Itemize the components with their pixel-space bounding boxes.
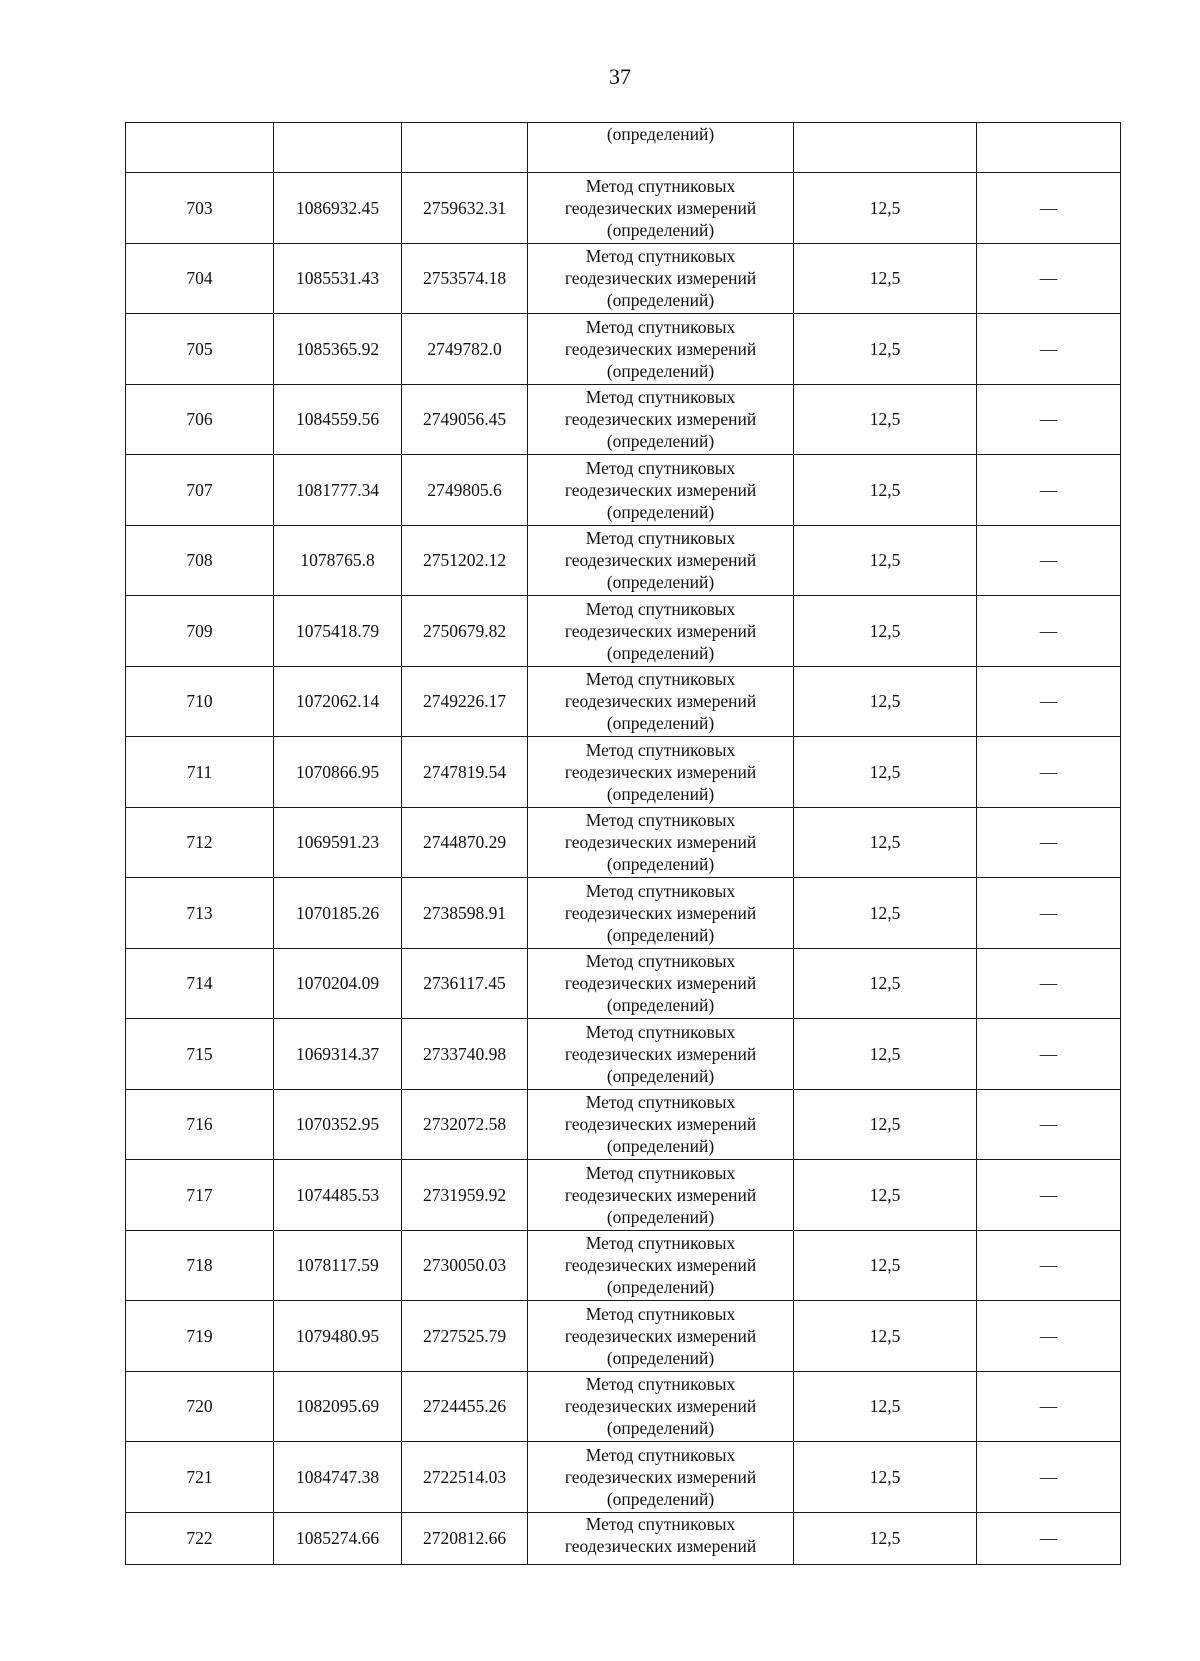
method-text-line: (определений) xyxy=(606,1206,715,1227)
table-row xyxy=(126,384,1121,455)
accuracy-cell: 12,5 xyxy=(794,173,977,244)
point-number-cell: 713 xyxy=(126,878,274,949)
method-text-line: геодезических измерений xyxy=(564,620,757,641)
method-cell xyxy=(528,596,794,667)
point-number-cell: 717 xyxy=(126,1160,274,1231)
method-text-line: геодезических измерений xyxy=(564,550,757,571)
method-text-line: геодезических измерений xyxy=(564,1114,757,1135)
y-coordinate-cell: 2749226.17 xyxy=(402,666,528,737)
y-coordinate-cell: 2724455.26 xyxy=(402,1371,528,1442)
method-text-line: Метод спутниковых xyxy=(585,1444,736,1465)
x-coordinate-cell: 1084559.56 xyxy=(274,384,402,455)
method-text-line: Метод спутниковых xyxy=(585,246,736,267)
point-number-cell: 718 xyxy=(126,1230,274,1301)
method-text-line: (определений) xyxy=(606,1277,715,1298)
point-number-cell: 705 xyxy=(126,314,274,385)
method-cell xyxy=(528,525,794,596)
method-text-line: (определений) xyxy=(606,360,715,381)
method-text-line: (определений) xyxy=(606,995,715,1016)
x-coordinate-cell: 1085365.92 xyxy=(274,314,402,385)
x-coordinate-cell xyxy=(274,123,402,173)
method-cell xyxy=(528,737,794,808)
method-text-line: геодезических измерений xyxy=(564,479,757,500)
accuracy-cell: 12,5 xyxy=(794,314,977,385)
method-text-line: геодезических измерений xyxy=(564,1184,757,1205)
method-text-line: Метод спутниковых xyxy=(585,1513,736,1534)
dash-cell: — xyxy=(977,243,1121,314)
accuracy-cell: 12,5 xyxy=(794,384,977,455)
method-text-line: геодезических измерений xyxy=(564,1535,757,1556)
y-coordinate-cell: 2736117.45 xyxy=(402,948,528,1019)
accuracy-cell: 12,5 xyxy=(794,525,977,596)
dash-cell: — xyxy=(977,314,1121,385)
method-text-line: геодезических измерений xyxy=(564,761,757,782)
table-row xyxy=(126,807,1121,878)
method-cell xyxy=(528,314,794,385)
accuracy-cell: 12,5 xyxy=(794,1019,977,1090)
point-number-cell: 709 xyxy=(126,596,274,667)
accuracy-cell xyxy=(794,123,977,173)
y-coordinate-cell: 2733740.98 xyxy=(402,1019,528,1090)
accuracy-cell: 12,5 xyxy=(794,1512,977,1564)
dash-cell: — xyxy=(977,384,1121,455)
y-coordinate-cell: 2744870.29 xyxy=(402,807,528,878)
table-row xyxy=(126,1089,1121,1160)
table-row xyxy=(126,948,1121,1019)
x-coordinate-cell: 1070866.95 xyxy=(274,737,402,808)
y-coordinate-cell: 2738598.91 xyxy=(402,878,528,949)
method-cell xyxy=(528,1089,794,1160)
y-coordinate-cell: 2732072.58 xyxy=(402,1089,528,1160)
method-text-line: (определений) xyxy=(606,1136,715,1157)
x-coordinate-cell: 1085531.43 xyxy=(274,243,402,314)
x-coordinate-cell: 1069591.23 xyxy=(274,807,402,878)
y-coordinate-cell: 2747819.54 xyxy=(402,737,528,808)
table-row xyxy=(126,173,1121,244)
method-text-line: Метод спутниковых xyxy=(585,1021,736,1042)
method-text-line: геодезических измерений xyxy=(564,1466,757,1487)
method-text-line: геодезических измерений xyxy=(564,902,757,923)
point-number-cell: 711 xyxy=(126,737,274,808)
method-cell xyxy=(528,1442,794,1513)
x-coordinate-cell: 1082095.69 xyxy=(274,1371,402,1442)
point-number-cell: 714 xyxy=(126,948,274,1019)
method-text-line: (определений) xyxy=(606,924,715,945)
y-coordinate-cell: 2759632.31 xyxy=(402,173,528,244)
method-cell xyxy=(528,1230,794,1301)
y-coordinate-cell: 2749782.0 xyxy=(402,314,528,385)
dash-cell: — xyxy=(977,1442,1121,1513)
method-cell xyxy=(528,1160,794,1231)
method-text-line: (определений) xyxy=(606,1347,715,1368)
accuracy-cell: 12,5 xyxy=(794,455,977,526)
table-row xyxy=(126,525,1121,596)
table-row xyxy=(126,243,1121,314)
dash-cell: — xyxy=(977,1230,1121,1301)
x-coordinate-cell: 1072062.14 xyxy=(274,666,402,737)
dash-cell: — xyxy=(977,1301,1121,1372)
method-text-line: (определений) xyxy=(606,431,715,452)
x-coordinate-cell: 1084747.38 xyxy=(274,1442,402,1513)
method-cell xyxy=(528,1371,794,1442)
point-number-cell: 719 xyxy=(126,1301,274,1372)
method-text-line: Метод спутниковых xyxy=(585,810,736,831)
table-body xyxy=(126,123,1121,1565)
table-row xyxy=(126,1160,1121,1231)
x-coordinate-cell: 1070352.95 xyxy=(274,1089,402,1160)
point-number-cell: 721 xyxy=(126,1442,274,1513)
point-number-cell: 708 xyxy=(126,525,274,596)
accuracy-cell: 12,5 xyxy=(794,666,977,737)
y-coordinate-cell: 2730050.03 xyxy=(402,1230,528,1301)
method-text-line: геодезических измерений xyxy=(564,338,757,359)
method-cell xyxy=(528,878,794,949)
y-coordinate-cell: 2722514.03 xyxy=(402,1442,528,1513)
y-coordinate-cell: 2751202.12 xyxy=(402,525,528,596)
point-number-cell: 716 xyxy=(126,1089,274,1160)
point-number-cell: 707 xyxy=(126,455,274,526)
method-cell xyxy=(528,243,794,314)
x-coordinate-cell: 1074485.53 xyxy=(274,1160,402,1231)
accuracy-cell: 12,5 xyxy=(794,1301,977,1372)
dash-cell: — xyxy=(977,737,1121,808)
method-cell xyxy=(528,1019,794,1090)
method-text-line: Метод спутниковых xyxy=(585,598,736,619)
dash-cell: — xyxy=(977,1512,1121,1564)
method-cell xyxy=(528,1301,794,1372)
x-coordinate-cell: 1070204.09 xyxy=(274,948,402,1019)
method-text-line: геодезических измерений xyxy=(564,1396,757,1417)
dash-cell: — xyxy=(977,596,1121,667)
accuracy-cell: 12,5 xyxy=(794,1089,977,1160)
method-text-line: Метод спутниковых xyxy=(585,1092,736,1113)
method-text-line: (определений) xyxy=(606,1488,715,1509)
accuracy-cell: 12,5 xyxy=(794,737,977,808)
method-text-line: (определений) xyxy=(606,783,715,804)
method-text-line: геодезических измерений xyxy=(564,268,757,289)
dash-cell: — xyxy=(977,948,1121,1019)
method-cell xyxy=(528,384,794,455)
method-text-line: (определений) xyxy=(606,854,715,875)
method-cell xyxy=(528,123,794,173)
x-coordinate-cell: 1086932.45 xyxy=(274,173,402,244)
point-number-cell: 715 xyxy=(126,1019,274,1090)
method-text-line: (определений) xyxy=(606,572,715,593)
accuracy-cell: 12,5 xyxy=(794,807,977,878)
table-row-last xyxy=(126,1512,1121,1564)
dash-cell: — xyxy=(977,1019,1121,1090)
dash-cell: — xyxy=(977,1371,1121,1442)
accuracy-cell: 12,5 xyxy=(794,243,977,314)
dash-cell: — xyxy=(977,1160,1121,1231)
dash-cell: — xyxy=(977,878,1121,949)
point-number-cell: 706 xyxy=(126,384,274,455)
method-text-line: (определений) xyxy=(606,1065,715,1086)
method-text-line: геодезических измерений xyxy=(564,973,757,994)
method-text-line: геодезических измерений xyxy=(564,1255,757,1276)
x-coordinate-cell: 1079480.95 xyxy=(274,1301,402,1372)
x-coordinate-cell: 1085274.66 xyxy=(274,1512,402,1564)
method-text-line: геодезических измерений xyxy=(564,832,757,853)
x-coordinate-cell: 1070185.26 xyxy=(274,878,402,949)
y-coordinate-cell: 2731959.92 xyxy=(402,1160,528,1231)
method-text-line: (определений) xyxy=(606,501,715,522)
method-text-line: (определений) xyxy=(606,219,715,240)
method-text-line: Метод спутниковых xyxy=(585,739,736,760)
method-cell xyxy=(528,807,794,878)
method-cell xyxy=(528,455,794,526)
table-row xyxy=(126,666,1121,737)
point-number-cell xyxy=(126,123,274,173)
accuracy-cell: 12,5 xyxy=(794,948,977,1019)
method-text-line: Метод спутниковых xyxy=(585,175,736,196)
point-number-cell: 704 xyxy=(126,243,274,314)
y-coordinate-cell: 2749805.6 xyxy=(402,455,528,526)
x-coordinate-cell: 1075418.79 xyxy=(274,596,402,667)
method-text-line: Метод спутниковых xyxy=(585,880,736,901)
dash-cell: — xyxy=(977,173,1121,244)
method-text-line: (определений) xyxy=(606,713,715,734)
dash-cell: — xyxy=(977,525,1121,596)
point-number-cell: 712 xyxy=(126,807,274,878)
table-row xyxy=(126,596,1121,667)
accuracy-cell: 12,5 xyxy=(794,1230,977,1301)
dash-cell: — xyxy=(977,807,1121,878)
point-number-cell: 720 xyxy=(126,1371,274,1442)
dash-cell: — xyxy=(977,666,1121,737)
x-coordinate-cell: 1069314.37 xyxy=(274,1019,402,1090)
accuracy-cell: 12,5 xyxy=(794,878,977,949)
dash-cell xyxy=(977,123,1121,173)
point-number-cell: 710 xyxy=(126,666,274,737)
table-row xyxy=(126,1301,1121,1372)
table-row xyxy=(126,314,1121,385)
method-text-line: Метод спутниковых xyxy=(585,951,736,972)
y-coordinate-cell: 2749056.45 xyxy=(402,384,528,455)
method-cell xyxy=(528,666,794,737)
table-row-continuation xyxy=(126,123,1121,173)
table-row xyxy=(126,1019,1121,1090)
dash-cell: — xyxy=(977,455,1121,526)
method-text-line: Метод спутниковых xyxy=(585,669,736,690)
method-text-line: геодезических измерений xyxy=(564,1325,757,1346)
method-text-line: геодезических измерений xyxy=(564,691,757,712)
x-coordinate-cell: 1081777.34 xyxy=(274,455,402,526)
y-coordinate-cell: 2727525.79 xyxy=(402,1301,528,1372)
x-coordinate-cell: 1078117.59 xyxy=(274,1230,402,1301)
method-text-line: Метод спутниковых xyxy=(585,528,736,549)
method-text-line: Метод спутниковых xyxy=(585,457,736,478)
table-row xyxy=(126,1230,1121,1301)
y-coordinate-cell: 2753574.18 xyxy=(402,243,528,314)
method-text: (определений) xyxy=(606,124,715,144)
method-text-line: геодезических измерений xyxy=(564,1043,757,1064)
x-coordinate-cell: 1078765.8 xyxy=(274,525,402,596)
y-coordinate-cell: 2750679.82 xyxy=(402,596,528,667)
method-cell xyxy=(528,948,794,1019)
dash-cell: — xyxy=(977,1089,1121,1160)
coordinates-table xyxy=(125,122,1121,1565)
method-text-line: Метод спутниковых xyxy=(585,1162,736,1183)
method-text-line: геодезических измерений xyxy=(564,409,757,430)
method-cell xyxy=(528,173,794,244)
method-text-line: Метод спутниковых xyxy=(585,1233,736,1254)
accuracy-cell: 12,5 xyxy=(794,596,977,667)
table-row xyxy=(126,455,1121,526)
y-coordinate-cell: 2720812.66 xyxy=(402,1512,528,1564)
table-row xyxy=(126,1371,1121,1442)
method-text-line: (определений) xyxy=(606,290,715,311)
table-row xyxy=(126,1442,1121,1513)
accuracy-cell: 12,5 xyxy=(794,1371,977,1442)
method-text-line: Метод спутниковых xyxy=(585,387,736,408)
point-number-cell: 722 xyxy=(126,1512,274,1564)
y-coordinate-cell xyxy=(402,123,528,173)
point-number-cell: 703 xyxy=(126,173,274,244)
accuracy-cell: 12,5 xyxy=(794,1160,977,1231)
method-text-line: (определений) xyxy=(606,642,715,663)
accuracy-cell: 12,5 xyxy=(794,1442,977,1513)
page-number: 37 xyxy=(609,64,631,89)
method-text-line: Метод спутниковых xyxy=(585,316,736,337)
table-row xyxy=(126,878,1121,949)
method-text-line: Метод спутниковых xyxy=(585,1374,736,1395)
method-text-line: (определений) xyxy=(606,1418,715,1439)
method-cell xyxy=(528,1512,794,1564)
table-row xyxy=(126,737,1121,808)
method-text-line: геодезических измерений xyxy=(564,197,757,218)
method-text-line: Метод спутниковых xyxy=(585,1303,736,1324)
